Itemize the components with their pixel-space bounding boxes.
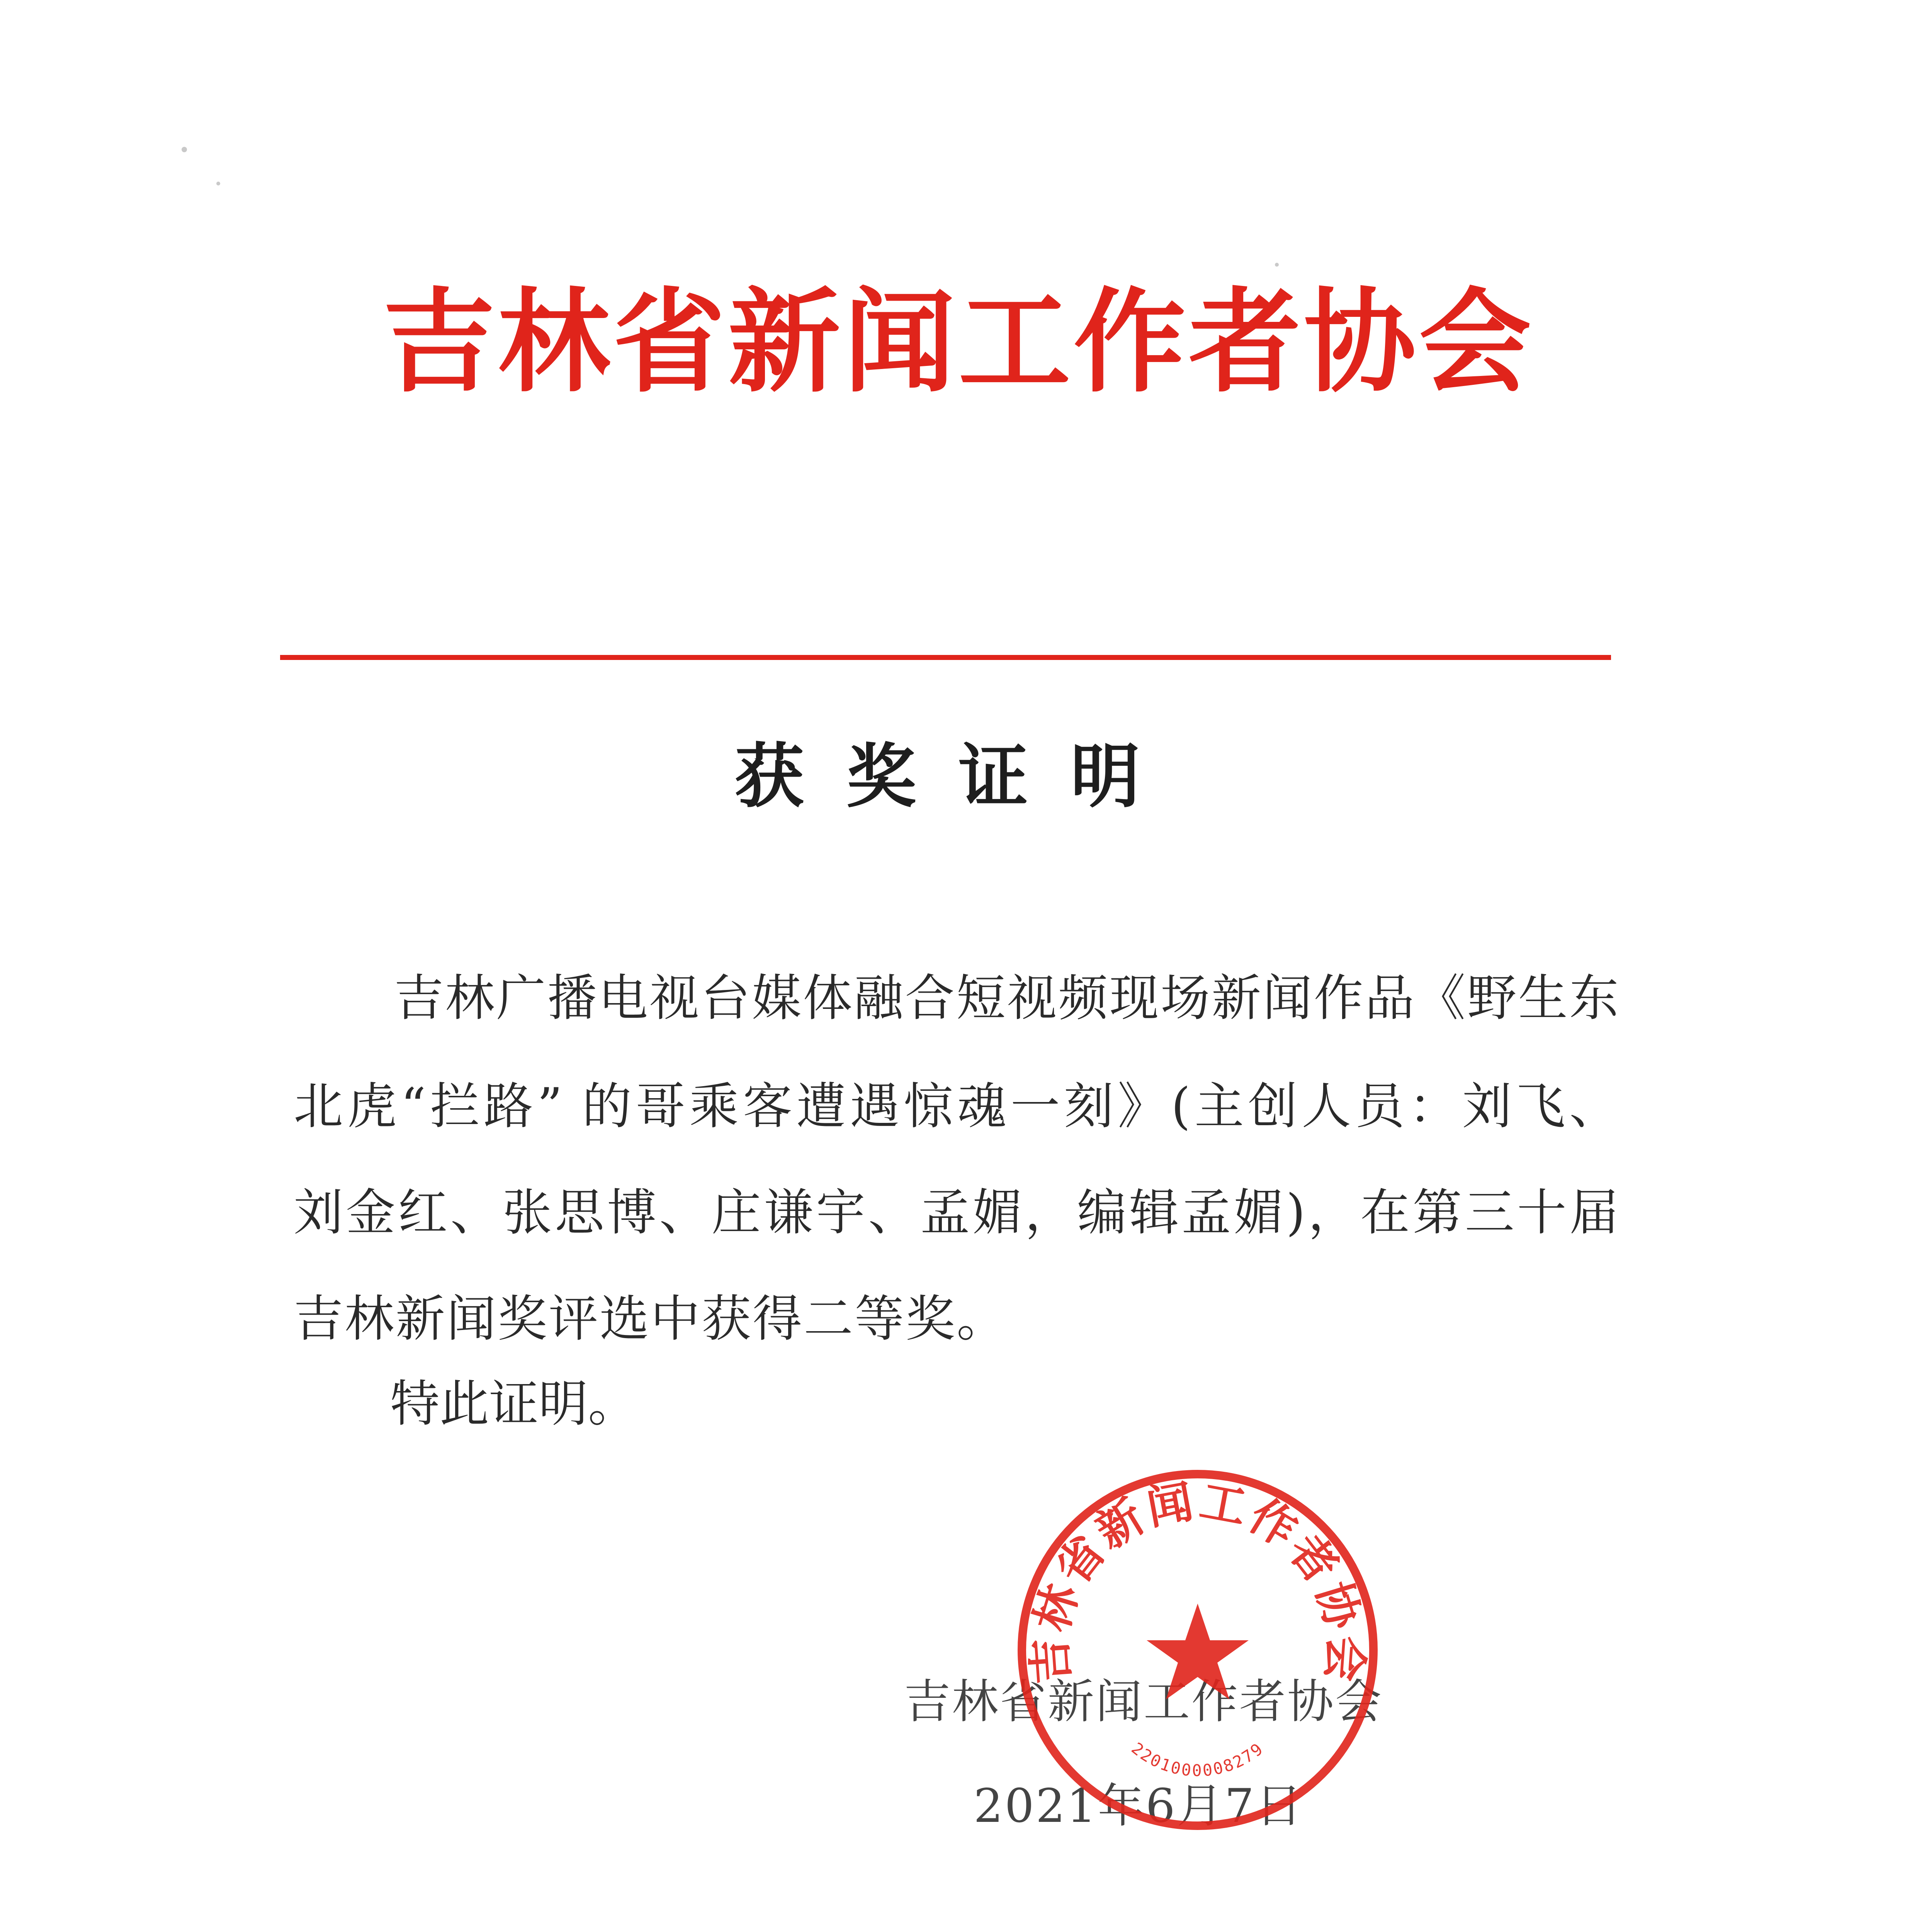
seal-arc-text: 吉林省新闻工作者协会 bbox=[1022, 1474, 1373, 1686]
document-title: 获奖证明 bbox=[734, 736, 1183, 817]
signature-organization: 吉林省新闻工作者协会 bbox=[904, 1675, 1383, 1729]
body-line-2: 北虎“拦路” 的哥乘客遭遇惊魂一刻》(主创人员：刘飞、 bbox=[294, 1078, 1619, 1135]
paper-speck bbox=[1275, 263, 1279, 267]
paper-speck bbox=[182, 147, 187, 152]
seal-star-icon bbox=[1147, 1604, 1249, 1699]
signature-date: 2021年6月7日 bbox=[974, 1779, 1304, 1833]
letterhead-organization: 吉林省新闻工作者协会 bbox=[383, 276, 1534, 408]
body-line-3: 刘金红、张思博、庄谦宇、孟媚，编辑孟媚)，在第三十届 bbox=[294, 1184, 1619, 1242]
body-line-1: 吉林广播电视台媒体融合短视频现场新闻作品《野生东 bbox=[394, 969, 1619, 1027]
closing-statement: 特此证明。 bbox=[390, 1375, 638, 1433]
letterhead-divider bbox=[280, 655, 1611, 660]
paper-speck bbox=[216, 182, 220, 185]
seal-code: 2201000008279 bbox=[1128, 1738, 1268, 1780]
body-line-4: 吉林新闻奖评选中获得二等奖。 bbox=[294, 1290, 1008, 1348]
official-seal bbox=[1012, 1464, 1383, 1835]
